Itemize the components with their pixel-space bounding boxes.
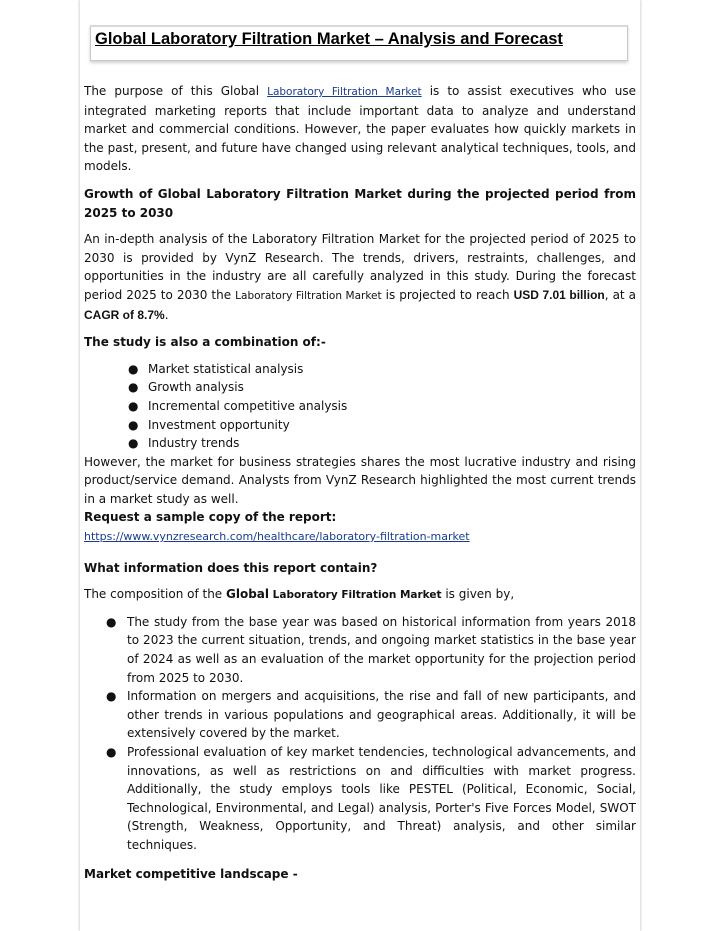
list-item <box>84 397 636 416</box>
contents-heading: What information does this report contain? <box>84 560 378 575</box>
list-item-text: Industry trends <box>148 436 240 451</box>
list-item-text: Growth analysis <box>148 380 244 395</box>
intro-text-before: The purpose of this Global <box>84 84 268 98</box>
sample-request <box>84 508 636 546</box>
composition-text-before: The composition of the <box>84 587 226 602</box>
landscape-heading: Market competitive landscape - <box>84 866 298 881</box>
list-item-text: Market statistical analysis <box>148 361 304 376</box>
growth-text-small: Laboratory Filtration Market <box>235 289 382 302</box>
market-link[interactable]: Laboratory Filtration Market <box>267 86 422 98</box>
document-title: Global Laboratory Filtration Market – Analysis and Forecast <box>95 30 563 48</box>
composition-bold-global: Global <box>226 587 270 602</box>
list-item <box>84 378 636 397</box>
bullet-icon: ● <box>128 380 139 395</box>
bullet-icon: ● <box>106 745 117 759</box>
title-box <box>90 25 628 61</box>
bullet-icon: ● <box>106 614 117 629</box>
strategies-paragraph: However, the market for business strategies shares the most lucrative industry and rising product/service demand. Analysts from VynZ Research highlighted the most current trends in a market study as well. <box>84 454 636 506</box>
growth-heading: Growth of Global Laboratory Filtration Market during the projected period from 2025 to 2030 <box>84 186 636 220</box>
bullet-icon: ● <box>128 436 139 451</box>
list-item <box>84 416 636 435</box>
market-value: USD 7.01 billion <box>513 287 605 302</box>
growth-paragraph <box>84 230 636 324</box>
combination-list <box>84 360 636 453</box>
list-item <box>84 360 636 379</box>
intro-paragraph <box>84 82 636 176</box>
list-item-text: Incremental competitive analysis <box>148 398 348 413</box>
growth-text-mid: is projected to reach <box>381 287 514 302</box>
composition-bold-market: Laboratory Filtration Market <box>269 589 442 602</box>
contents-list <box>84 613 636 855</box>
list-item <box>84 743 636 855</box>
growth-text-end: . <box>164 307 169 322</box>
bullet-icon: ● <box>128 417 139 432</box>
list-item-text: The study from the base year was based on historical information from years 2018 to 2023 the current situation, trends, and ongoing market statistics in the base year of 2024 as well as an evaluation of the market opportunity for the projection period from 2025 to 2030. <box>127 614 636 685</box>
bullet-icon: ● <box>106 689 117 704</box>
sample-report-link[interactable]: https://www.vynzresearch.com/healthcare/laboratory-filtration-market <box>84 530 470 544</box>
sample-label: Request a sample copy of the report: <box>84 510 337 525</box>
combination-heading: The study is also a combination of:- <box>84 335 326 350</box>
cagr-value: CAGR of 8.7% <box>84 307 165 322</box>
composition-line <box>84 585 636 605</box>
intro-text-after: is to assist executives who use integrated marketing reports that include important data to analyze and understand market and commercial conditions. However, the paper evaluates how quickly markets in the past, present, and future have changed using relevant analytical techniques, tools, and models. <box>84 84 637 174</box>
list-item <box>84 687 636 743</box>
document-body <box>84 82 636 891</box>
list-item <box>84 434 636 453</box>
bullet-icon: ● <box>128 398 139 413</box>
list-item <box>84 613 636 687</box>
bullet-icon: ● <box>128 361 139 376</box>
composition-text-after: is given by, <box>441 587 515 602</box>
list-item-text: Professional evaluation of key market tendencies, technological advancements, and innovations, as well as restrictions on and difficulties with market progress. Additionally, the study employs tools like PESTEL (Political, Economic, Social, Technological, Environmental, and Legal) analysis, Porter's Five Forces Model, SWOT (Strength, Weakness, Opportunity, and Threat) analysis, and other similar techniques. <box>127 745 636 852</box>
list-item-text: Investment opportunity <box>148 417 290 432</box>
growth-text-main: An in-depth analysis of the Laboratory Filtration Market for the projected period of 2025 to 2030 is provided by VynZ Research. The trends, drivers, restraints, challenges, and opportunities in the industry are all carefully analyzed in this study. During the forecast period 2025 to 2030 the <box>84 232 636 302</box>
list-item-text: Information on mergers and acquisitions, the rise and fall of new participants, and other trends in various populations and geographical areas. Additionally, it will be extensively covered by the market. <box>127 689 636 741</box>
growth-text-mid2: , at a <box>604 287 637 302</box>
